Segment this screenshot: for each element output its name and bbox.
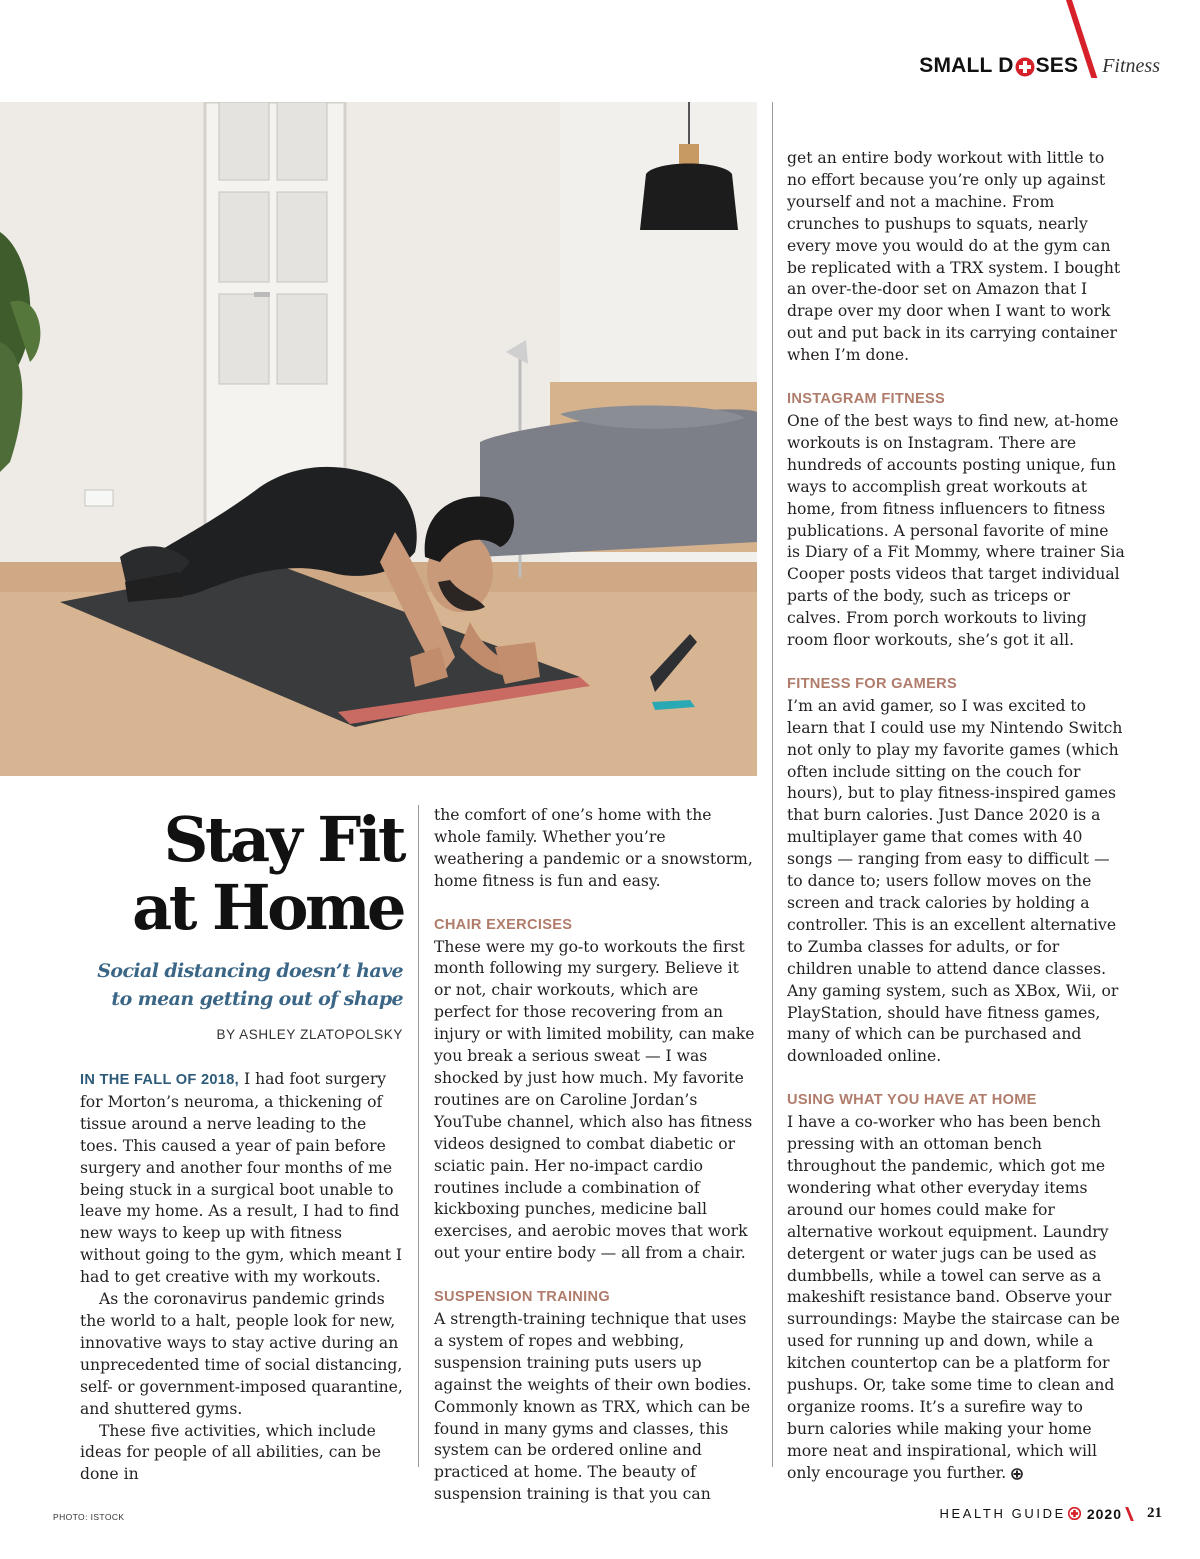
- medical-cross-icon: [1015, 57, 1035, 77]
- body-column-1: [80, 1069, 406, 1486]
- medical-cross-icon: [1068, 1507, 1081, 1520]
- page-number: 21: [1147, 1505, 1162, 1521]
- suspension-paragraph: A strength-training technique that uses a system of ropes and webbing, suspension training puts users up against the weights of their own bodies. Commonly known as TRX, which can be found in many gyms and classes, this system can be ordered online and practiced at home. The beauty of suspension training is that you can: [434, 1310, 752, 1504]
- column-rule: [772, 102, 773, 1467]
- intro-paragraph-continued: the comfort of one’s home with the whole family. Whether you’re weathering a pandemic or a snowstorm, home fitness is fun and easy.: [434, 806, 753, 890]
- body-column-2: [434, 805, 756, 1506]
- footer-accent-slash: [1125, 1507, 1134, 1521]
- gamers-paragraph: I’m an avid gamer, so I was excited to learn that I could use my Nintendo Switch not only to play my favorite games (which often include sitting on the couch for hours), but to play fitness-inspired games that burn calories. Just Dance 2020 is a multiplayer game that comes with 40 songs — ranging from easy to difficult — to dance to; users follow moves on the screen and track calories by holding a controller. This is an excellent alternative to Zumba classes for adults, or for children unable to attend dance classes. Any gaming system, such as XBox, Wii, or PlayStation, should have fitness games, many of which can be purchased and downloaded online.: [787, 696, 1123, 1066]
- home-paragraph: I have a co-worker who has been bench pressing with an ottoman bench throughout the pandemic, which got me wondering what other everyday items around our homes could make for alternative workout equipment. Laundry detergent or water jugs can be used as dumbbells, while a towel can serve as a makeshift resistance band. Observe your surroundings: Maybe the staircase can be used for running up and down, while a kitchen countertop can be a platform for pushups. Or, take some time to clean and organize rooms. It’s a surefire way to burn calories while making your home more neat and inspirational, which will only encourage you further.: [787, 1113, 1120, 1482]
- end-mark-icon: [1011, 1468, 1023, 1480]
- subhead-fitness-for-gamers: FITNESS FOR GAMERS: [787, 675, 957, 692]
- magazine-name: HEALTH GUIDE: [939, 1506, 1066, 1521]
- section-subtitle: Fitness: [1102, 55, 1160, 77]
- intro-paragraph: As the coronavirus pandemic grinds the world to a halt, people look for new, innovative ways to stay active during an unprecedented time of social distancing, self- or government-imposed quarantine, and shuttered gyms.: [80, 1290, 403, 1418]
- body-column-3: [787, 148, 1125, 1485]
- issue-year: 2020: [1086, 1505, 1122, 1522]
- subhead-instagram-fitness: INSTAGRAM FITNESS: [787, 391, 946, 408]
- intro-paragraph: IN THE FALL OF 2018, I had foot surgery for Morton’s neuroma, a thickening of tissue around a nerve leading to the toes. This caused a year of pain before surgery and another four months of me being stuck in a surgical boot unable to leave my home. As a result, I had to find new ways to keep up with fitness without going to the gym, which meant I had to get creative with my workouts.: [80, 1070, 403, 1287]
- lead-in: IN THE FALL OF 2018,: [80, 1072, 239, 1088]
- suspension-paragraph-continued: get an entire body workout with little to no effort because you’re only up against yourself and not a machine. From crunches to pushups to squats, nearly every move you would do at the gym can be replicated with a TRX system. I bought an over-the-door set on Amazon that I drape over my door when I want to work out and put back in its carrying container when I’m done.: [787, 149, 1121, 365]
- intro-paragraph: These five activities, which include ideas for people of all abilities, can be done in: [80, 1421, 382, 1484]
- photo-credit: PHOTO: ISTOCK: [53, 1512, 125, 1522]
- chair-paragraph: These were my go-to workouts the first month following my surgery. Believe it or not, chair workouts, which are perfect for those recovering from an injury or with limited mobility, can make you break a serious sweat — I was shocked by just how much. My favorite routines are on Caroline Jordan’s YouTube channel, which also has fitness videos designed to combat diabetic or sciatic pain. Her no-impact cardio routines include a combination of kickboxing punches, medicine ball exercises, and aerobic moves that work out your entire body — all from a chair.: [434, 937, 755, 1263]
- column-rule: [418, 805, 419, 1467]
- subhead-chair-exercises: CHAIR EXERCISES: [434, 916, 573, 933]
- article-dek: Social distancing doesn’t have to mean getting out of shape: [97, 960, 403, 1010]
- section-name: SMALL D SES: [919, 54, 1079, 77]
- article-title: Stay Fit at Home: [132, 803, 403, 944]
- hero-photo: [0, 102, 757, 776]
- subhead-using-what-you-have: USING WHAT YOU HAVE AT HOME: [787, 1092, 1037, 1109]
- subhead-suspension-training: SUSPENSION TRAINING: [434, 1289, 610, 1306]
- instagram-paragraph: One of the best ways to find new, at-home workouts is on Instagram. There are hundreds of accounts posting unique, fun ways to accomplish great workouts at home, from fitness influencers to fitness publications. A personal favorite of mine is Diary of a Fit Mommy, where trainer Sia Cooper posts videos that target individual parts of the body, such as triceps or calves. From porch workouts to living room floor workouts, she’s got it all.: [787, 411, 1125, 650]
- page-footer: [940, 1505, 1162, 1522]
- man-planking-illustration: [0, 102, 757, 776]
- section-header: [919, 54, 1160, 82]
- byline: BY ASHLEY ZLATOPOLSKY: [216, 1027, 403, 1042]
